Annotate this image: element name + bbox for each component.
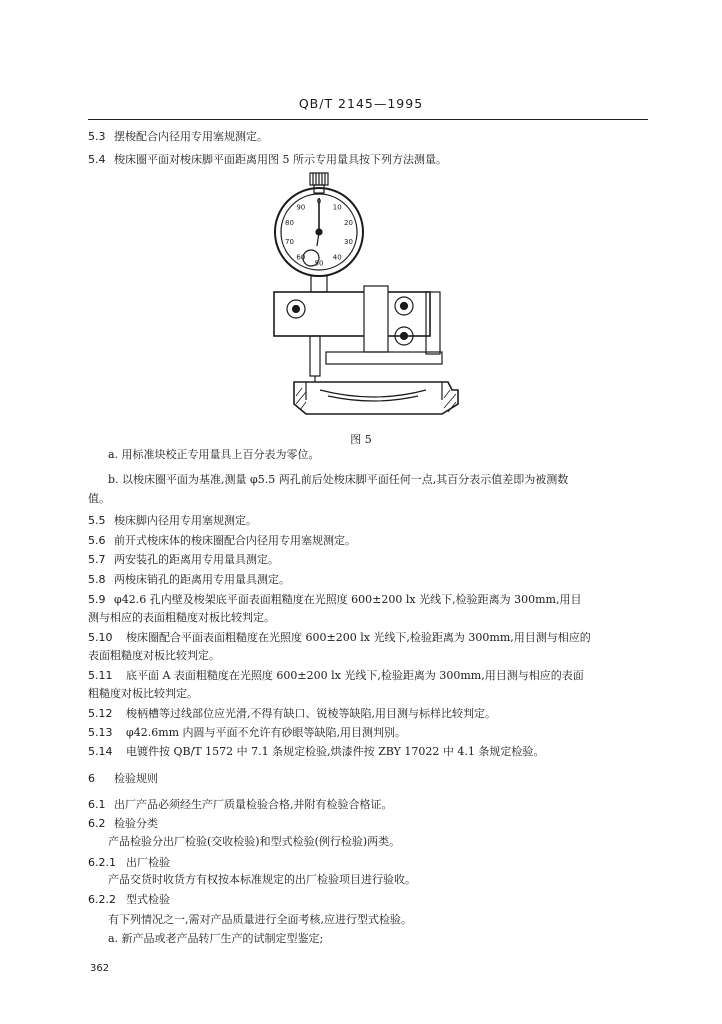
clause-text: 检验分类: [114, 817, 158, 830]
clause-number: 6.2.1: [88, 856, 116, 869]
text-line: [108, 448, 320, 462]
figure-caption: 图 5: [350, 433, 372, 446]
clause-text: 出厂产品必须经生产厂质量检验合格,并附有检验合格证。: [114, 798, 393, 811]
clause-number: 5.7: [88, 553, 106, 566]
clause-text: 型式检验: [126, 893, 170, 906]
page-number: 362: [90, 963, 110, 974]
clause-text: 测与相应的表面粗糙度对板比较判定。: [88, 611, 275, 624]
dial-numeral: 90: [296, 203, 306, 212]
text-line: [88, 514, 257, 528]
text-line: [108, 835, 400, 849]
clause-text: 产品交货时收货方有权按本标准规定的出厂检验项目进行验收。: [108, 873, 416, 886]
text-line: [88, 817, 158, 831]
text-line: [88, 573, 290, 587]
text-line: [88, 669, 584, 683]
dial-numeral: 60: [296, 253, 306, 262]
text-line: [88, 726, 406, 740]
clause-text: 值。: [88, 492, 110, 505]
text-line: [108, 873, 416, 887]
dial-numeral: 30: [344, 238, 353, 247]
clause-text: b. 以梭床圈平面为基准,测量 φ5.5 两孔前后处梭床脚平面任何一点,其百分表示值差即为被测数: [108, 473, 569, 486]
clause-text: 粗糙度对板比较判定。: [88, 687, 198, 700]
dial-numeral: 10: [332, 203, 342, 212]
clause-text: 检验规则: [114, 772, 158, 785]
dial-numeral: 20: [344, 218, 353, 227]
text-line: [88, 798, 393, 812]
text-line: [88, 553, 279, 567]
clause-number: 5.4: [88, 153, 106, 166]
dial-numeral: 80: [285, 218, 294, 227]
clause-number: 5.10: [88, 631, 113, 644]
dial-numeral: 40: [332, 253, 342, 262]
text-line: [108, 913, 412, 927]
text-line: [88, 593, 581, 607]
clause-text: 梭床脚内径用专用塞规测定。: [114, 514, 257, 527]
clause-number: 5.8: [88, 573, 106, 586]
text-line: [88, 649, 220, 663]
clause-number: 5.9: [88, 593, 106, 606]
clause-text: 两梭床销孔的距离用专用量具测定。: [114, 573, 290, 586]
clause-number: 6.2: [88, 817, 106, 830]
dial-numeral: 0: [316, 197, 322, 206]
standard-header: QB/T 2145—1995: [298, 96, 424, 111]
text-line: [88, 745, 544, 759]
clause-number: 5.14: [88, 745, 113, 758]
clause-text: 电镀件按 QB/T 1572 中 7.1 条规定检验,烘漆件按 ZBY 17022 中 4.1 条规定检验。: [126, 745, 545, 758]
clause-text: 出厂检验: [126, 856, 170, 869]
clause-text: 梭床圈平面对梭床脚平面距离用图 5 所示专用量具按下列方法测量。: [114, 153, 447, 166]
clause-number: 5.3: [88, 130, 106, 143]
clause-text: 有下列情况之一,需对产品质量进行全面考核,应进行型式检验。: [108, 913, 412, 926]
text-line: [88, 856, 170, 870]
text-line: [88, 772, 158, 786]
text-line: [88, 707, 496, 721]
clause-text: 两安装孔的距离用专用量具测定。: [114, 553, 279, 566]
clause-text: φ42.6 孔内壁及梭架底平面表面粗糙度在光照度 600±200 lx 光线下,检验距离为 300mm,用目: [114, 593, 582, 606]
dial-numeral: 70: [285, 238, 294, 247]
text-line: [88, 153, 447, 167]
clause-text: 梭床圈配合平面表面粗糙度在光照度 600±200 lx 光线下,检验距离为 300mm,用目测与相应的: [126, 631, 591, 644]
text-line: [88, 687, 198, 701]
text-line: [88, 631, 591, 645]
clause-text: 表面粗糙度对板比较判定。: [88, 649, 220, 662]
clause-number: 5.5: [88, 514, 106, 527]
clause-number: 5.12: [88, 707, 113, 720]
clause-number: 6.1: [88, 798, 106, 811]
text-line: [108, 932, 323, 946]
text-line: [88, 534, 356, 548]
header-rule: [88, 119, 648, 120]
measuring-gauge-figure: [266, 168, 476, 420]
text-line: [88, 130, 268, 144]
clause-text: a. 新产品或老产品转厂生产的试制定型鉴定;: [108, 932, 324, 945]
clause-text: 梭柄槽等过线部位应光滑,不得有缺口、锐棱等缺陷,用目测与标样比较判定。: [126, 707, 496, 720]
text-line: [88, 893, 170, 907]
clause-number: 5.6: [88, 534, 106, 547]
text-line: [88, 492, 110, 506]
text-line: [108, 473, 568, 487]
clause-text: φ42.6mm 内圆与平面不允许有砂眼等缺陷,用目测判别。: [126, 726, 407, 739]
clause-text: 前开式梭床体的梭床圈配合内径用专用塞规测定。: [114, 534, 356, 547]
text-line: [88, 611, 275, 625]
clause-number: 5.11: [88, 669, 113, 682]
clause-text: 摆梭配合内径用专用塞规测定。: [114, 130, 268, 143]
clause-text: 产品检验分出厂检验(交收检验)和型式检验(例行检验)两类。: [108, 835, 401, 848]
clause-number: 5.13: [88, 726, 113, 739]
dial-numeral: 50: [314, 259, 324, 268]
clause-number: 6.2.2: [88, 893, 116, 906]
clause-number: 6: [88, 772, 95, 785]
clause-text: 底平面 A 表面粗糙度在光照度 600±200 lx 光线下,检验距离为 300mm,用目测与相应的表面: [126, 669, 584, 682]
clause-text: a. 用标准块校正专用量具上百分表为零位。: [108, 448, 320, 461]
